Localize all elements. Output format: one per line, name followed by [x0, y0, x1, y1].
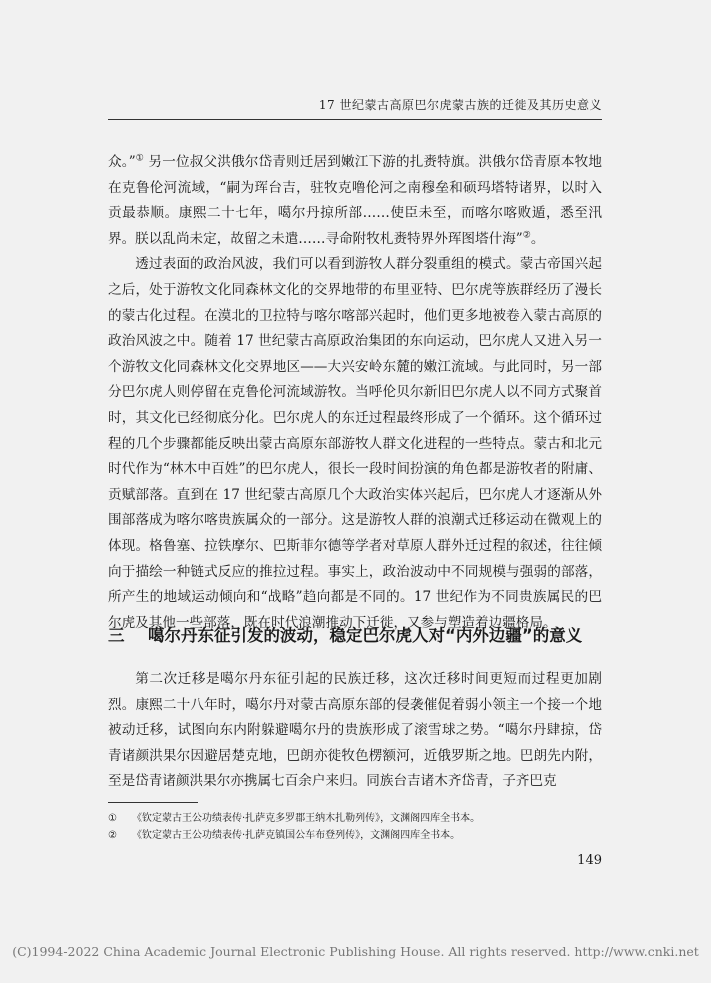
header-rule	[108, 119, 602, 120]
paragraph-2: 透过表面的政治风波，我们可以看到游牧人群分裂重组的模式。蒙古帝国兴起之后，处于游牧文化同森林文化的交界地带的布里亚特、巴尔虎等族群经历了漫长的蒙古化过程。在漠北的卫拉特与喀尔喀部兴起时，他们更多地被卷入蒙古高原的政治风波之中。随着 17 世纪蒙古高原政治集团的东向运动，巴尔虎人又进入另一个游牧文化同森林文化交界地区——大兴安岭东麓的嫩江流域。与此同时，另一部分巴尔虎人则停留在克鲁伦河流域游牧。当呼伦贝尔新旧巴尔虎人以不同方式聚首时，其文化已经彻底分化。巴尔虎人的东迁过程最终形成了一个循环。这个循环过程的几个步骤都能反映出蒙古高原东部游牧人群文化进程的一些特点。蒙古和北元时代作为“林木中百姓”的巴尔虎人，很长一段时间扮演的角色都是游牧者的附庸、贡赋部落。直到在 17 世纪蒙古高原几个大政治实体兴起后，巴尔虎人才逐渐从外围部落成为喀尔喀贵族属众的一部分。这是游牧人群的浪潮式迁移运动在微观上的体现。格鲁塞、拉铁摩尔、巴斯菲尔德等学者对草原人群外迁过程的叙述，往往倾向于描绘一种链式反应的推拉过程。事实上，政治波动中不同规模与强弱的部落，所产生的地域运动倾向和“战略”趋向都是不同的。17 世纪作为不同贵族属民的巴尔虎及其他一些部落，既在时代浪潮推动下迁徙，又参与塑造着边疆格局。	[108, 256, 602, 631]
copyright-notice: (C)1994-2022 China Academic Journal Electronic Publishing House. All rights reserved. http://www.cnki.net	[12, 944, 699, 959]
footnote-1-number: ①	[108, 813, 117, 824]
footnote-2-number: ②	[108, 830, 117, 841]
footnote-marker-1[interactable]: ①	[135, 153, 145, 164]
paragraph-1-end: 。	[530, 230, 545, 247]
page-number: 149	[577, 853, 602, 868]
body-text-lower	[108, 667, 602, 795]
paragraph-1-start: 众。”	[108, 154, 136, 170]
section-title: 噶尔丹东征引发的波动，稳定巴尔虎人对“内外边疆”的意义	[148, 626, 583, 645]
paragraph-1	[108, 150, 602, 252]
footnote-2	[108, 827, 602, 844]
footnote-rule	[108, 802, 198, 803]
body-text-upper	[108, 150, 602, 636]
footnote-1-text: 《钦定蒙古王公功绩表传·扎萨克多罗郡王纳木扎勒列传》，文渊阁四库全书本。	[132, 813, 481, 824]
footnote-marker-2[interactable]: ②	[522, 230, 531, 241]
paragraph-3: 第二次迁移是噶尔丹东征引起的民族迁移，这次迁移时间更短而过程更加剧烈。康熙二十八年时，噶尔丹对蒙古高原东部的侵袭催促着弱小领主一个接一个地被动迁移，试图向东内附躲避噶尔丹的贵族形成了滚雪球之势。“噶尔丹肆掠，岱青诸颜洪果尔因避居楚克地，巴朗亦徙牧色楞额河，近俄罗斯之地。巴朗先内附，至是岱青诸颜洪果尔亦携属七百余户来归。同族台吉诸木齐岱青，子齐巴克	[108, 671, 602, 790]
section-heading	[108, 624, 602, 648]
footnote-1	[108, 810, 602, 827]
paragraph-1-middle: 另一位叔父洪俄尔岱青则迁居到嫩江下游的扎赉特旗。洪俄尔岱青原本牧地在克鲁伦河流域，“嗣为珲台吉，驻牧克噜伦河之南穆垒和硕玛塔特诸界，以时入贡最恭顺。康熙二十七年，噶尔丹掠所部……使臣未至，而喀尔喀败遁，悉至汛界。朕以乱尚未定，故留之未遣……寻命附牧札赉特界外珲图塔什海”	[108, 154, 602, 247]
footnote-2-text: 《钦定蒙古王公功绩表传·扎萨克镇国公车布登列传》，文渊阁四库全书本。	[132, 830, 461, 841]
running-head: 17 世纪蒙古高原巴尔虎蒙古族的迁徙及其历史意义	[318, 98, 602, 112]
section-number: 三	[108, 626, 125, 645]
footnotes	[108, 810, 602, 844]
